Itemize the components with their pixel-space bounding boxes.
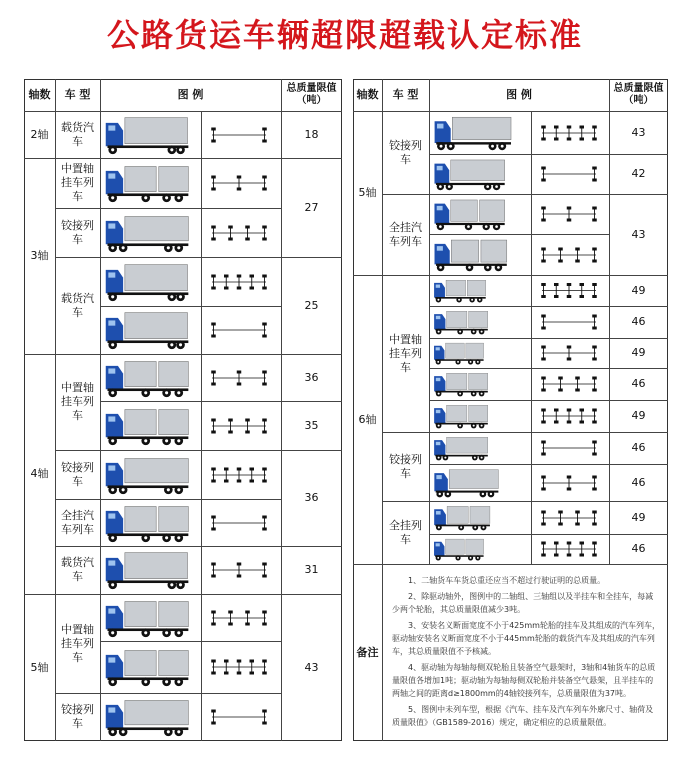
weight-limit-value: 43: [304, 660, 319, 674]
truck-illustration: [104, 115, 191, 155]
axle-diagram: [539, 311, 599, 333]
header-limit: 总质量限值（吨）: [286, 83, 337, 106]
weight-limit-value: 49: [631, 409, 646, 422]
weight-limit-value: 49: [631, 346, 646, 359]
weight-limit-value: 49: [631, 283, 646, 297]
notes-label: 备注: [356, 645, 379, 659]
axle-diagram: [539, 472, 599, 494]
axle-count-label: 4轴: [30, 467, 49, 480]
axle-diagram: [539, 373, 599, 395]
vehicle-type-label: 载货汽车: [61, 120, 94, 148]
figure-row-divider: [100, 257, 281, 258]
axle-count-label: 3轴: [30, 249, 49, 262]
column-divider: [100, 111, 101, 741]
figure-row-divider: [429, 154, 609, 155]
axle-diagram: [209, 271, 269, 293]
axle-diagram: [209, 319, 269, 341]
figure-row-divider: [429, 501, 609, 502]
note-item: 1、二轴货车车货总重还应当不超过行驶证明的总质量。: [408, 576, 606, 585]
truck-illustration: [104, 647, 191, 687]
vehicle-type-label: 铰接列车: [61, 460, 94, 488]
weight-limit-value: 35: [304, 418, 319, 432]
figure-row-divider: [429, 464, 609, 465]
weight-limit-value: 43: [631, 227, 646, 241]
truck-illustration: [433, 537, 485, 561]
figure-row-divider: [100, 499, 281, 500]
page-title: 公路货运车辆超限超载认定标准: [106, 16, 583, 54]
truck-illustration: [433, 435, 490, 461]
truck-illustration: [433, 237, 509, 272]
figure-row-divider: [429, 194, 609, 195]
truck-illustration: [104, 550, 191, 590]
truck-illustration: [104, 503, 191, 543]
truck-illustration: [104, 598, 191, 638]
weight-limit-value: 25: [304, 298, 319, 312]
figure-row-divider: [429, 534, 609, 535]
column-divider: [55, 111, 56, 741]
weight-limit-value: 46: [631, 315, 646, 328]
header-figure: 图 例: [177, 88, 204, 101]
truck-illustration: [104, 213, 191, 253]
header-type: 车 型: [64, 88, 91, 101]
truck-illustration: [104, 310, 191, 350]
truck-illustration: [433, 278, 487, 303]
header-limit: 总质量限值（吨）: [613, 83, 664, 106]
weight-limit-value: 31: [304, 563, 319, 576]
weight-limit-value: 46: [631, 377, 646, 390]
vehicle-type-label: 中置轴挂车列车: [61, 381, 94, 422]
vehicle-type-label: 载货汽车: [61, 291, 94, 319]
vehicle-type-label: 全挂列车: [389, 518, 422, 546]
note-item: 3、安装名义断面宽度不小于425mm轮胎的挂车及其组成的汽车列车，驱动轴安装名义断面宽度不小于445mm轮胎的载货汽车及其组成的汽车列车，其总质量限值不予核减。: [392, 621, 660, 656]
figure-row-divider: [100, 450, 281, 451]
weight-limit-value: 43: [631, 125, 646, 139]
weight-limit-value: 36: [304, 491, 319, 504]
vehicle-type-label: 中置轴挂车列车: [61, 622, 94, 664]
truck-illustration: [104, 697, 191, 737]
truck-illustration: [104, 163, 191, 203]
axle-count-label: 5轴: [30, 660, 49, 674]
note-item: 5、图例中未列车型，根据《汽车、挂车及汽车列车外廓尺寸、轴荷及质量限值》（GB1589-2016）规定，确定相应的总质量限值。: [392, 705, 654, 727]
figure-row-divider: [429, 234, 609, 235]
axle-diagram: [539, 244, 599, 266]
axle-diagram: [209, 656, 269, 678]
figure-row-divider: [429, 400, 609, 401]
weight-limit-value: 42: [631, 167, 646, 180]
figure-row-divider: [429, 306, 609, 307]
truck-illustration: [433, 157, 507, 191]
axle-diagram: [209, 172, 269, 194]
truck-illustration: [433, 403, 490, 429]
truck-illustration: [433, 197, 507, 231]
axle-diagram: [209, 706, 269, 728]
notes-text: [392, 574, 660, 734]
header-axles: 轴数: [28, 88, 51, 101]
vehicle-type-label: 铰接列车: [61, 218, 94, 246]
truck-illustration: [433, 114, 513, 151]
axle-count-label: 2轴: [30, 127, 49, 141]
axle-diagram: [539, 163, 599, 185]
truck-illustration: [104, 262, 191, 302]
figure-row-divider: [100, 693, 281, 694]
vehicle-type-label: 铰接列车: [389, 452, 422, 480]
vehicle-type-label: 全挂汽车列车: [61, 508, 94, 536]
truck-illustration: [433, 467, 500, 498]
notes-divider: [353, 564, 668, 565]
vehicle-type-label: 铰接列车: [389, 138, 422, 166]
vehicle-type-label: 中置轴挂车列车: [61, 162, 94, 203]
axle-diagram: [209, 415, 269, 437]
figure-row-divider: [100, 546, 281, 547]
weight-limit-value: 27: [304, 200, 319, 214]
figure-row-divider: [100, 208, 281, 209]
truck-illustration: [104, 358, 191, 398]
figure-row-divider: [429, 338, 609, 339]
weight-limit-value: 46: [631, 542, 646, 555]
axle-diagram: [539, 507, 599, 529]
axle-diagram: [209, 559, 269, 581]
axle-diagram: [209, 607, 269, 629]
axle-diagram: [539, 539, 599, 559]
weight-limit-value: 18: [304, 127, 319, 141]
column-divider: [382, 111, 383, 564]
axle-count-label: 6轴: [358, 412, 377, 426]
figure-row-divider: [429, 432, 609, 433]
truck-illustration: [433, 371, 490, 397]
axle-diagram: [209, 367, 269, 389]
truck-illustration: [104, 406, 191, 446]
header-type: 车 型: [392, 88, 419, 101]
truck-illustration: [433, 504, 492, 531]
figure-row-divider: [429, 368, 609, 369]
axle-diagram: [539, 437, 599, 459]
vehicle-type-label: 全挂汽车列车: [389, 220, 422, 248]
axle-diagram: [209, 222, 269, 244]
weight-limit-value: 49: [631, 510, 646, 524]
axle-diagram: [209, 512, 269, 534]
header-figure: 图 例: [506, 88, 532, 101]
axle-diagram: [539, 203, 599, 225]
figure-row-divider: [100, 306, 281, 307]
weight-limit-value: 36: [304, 370, 319, 384]
note-item: 4、驱动轴为每轴每侧双轮胎且装备空气悬架时，3轴和4轴货车的总质量限值各增加1吨；驱动轴为每轴每侧双轮胎并装备空气悬架，且半挂车的两轴之间的距离d≥1800mm的4轴铰接列车，总质量限值为37吨。: [392, 663, 656, 698]
axle-diagram: [209, 464, 269, 486]
column-divider: [201, 111, 202, 741]
weight-limit-value: 46: [631, 475, 646, 489]
axle-diagram: [209, 124, 269, 146]
truck-illustration: [104, 455, 191, 495]
vehicle-type-label: 载货汽车: [61, 556, 94, 583]
header-axles: 轴数: [356, 88, 379, 101]
figure-row-divider: [100, 401, 281, 402]
weight-limit-value: 46: [631, 441, 646, 454]
truck-illustration: [433, 309, 490, 335]
note-item: 2、除驱动轴外，图例中的二轴组、三轴组以及半挂车和全挂车，每减少两个轮胎，其总质量限值减少3吨。: [392, 592, 654, 614]
axle-diagram: [539, 122, 599, 144]
truck-illustration: [433, 341, 485, 365]
notes-column-divider: [382, 564, 383, 741]
axle-diagram: [539, 280, 599, 301]
vehicle-type-label: 铰接列车: [61, 703, 94, 730]
axle-diagram: [539, 405, 599, 427]
axle-diagram: [539, 343, 599, 363]
vehicle-type-label: 中置轴挂车列车: [389, 332, 422, 374]
axle-count-label: 5轴: [358, 186, 377, 199]
figure-row-divider: [100, 641, 281, 642]
